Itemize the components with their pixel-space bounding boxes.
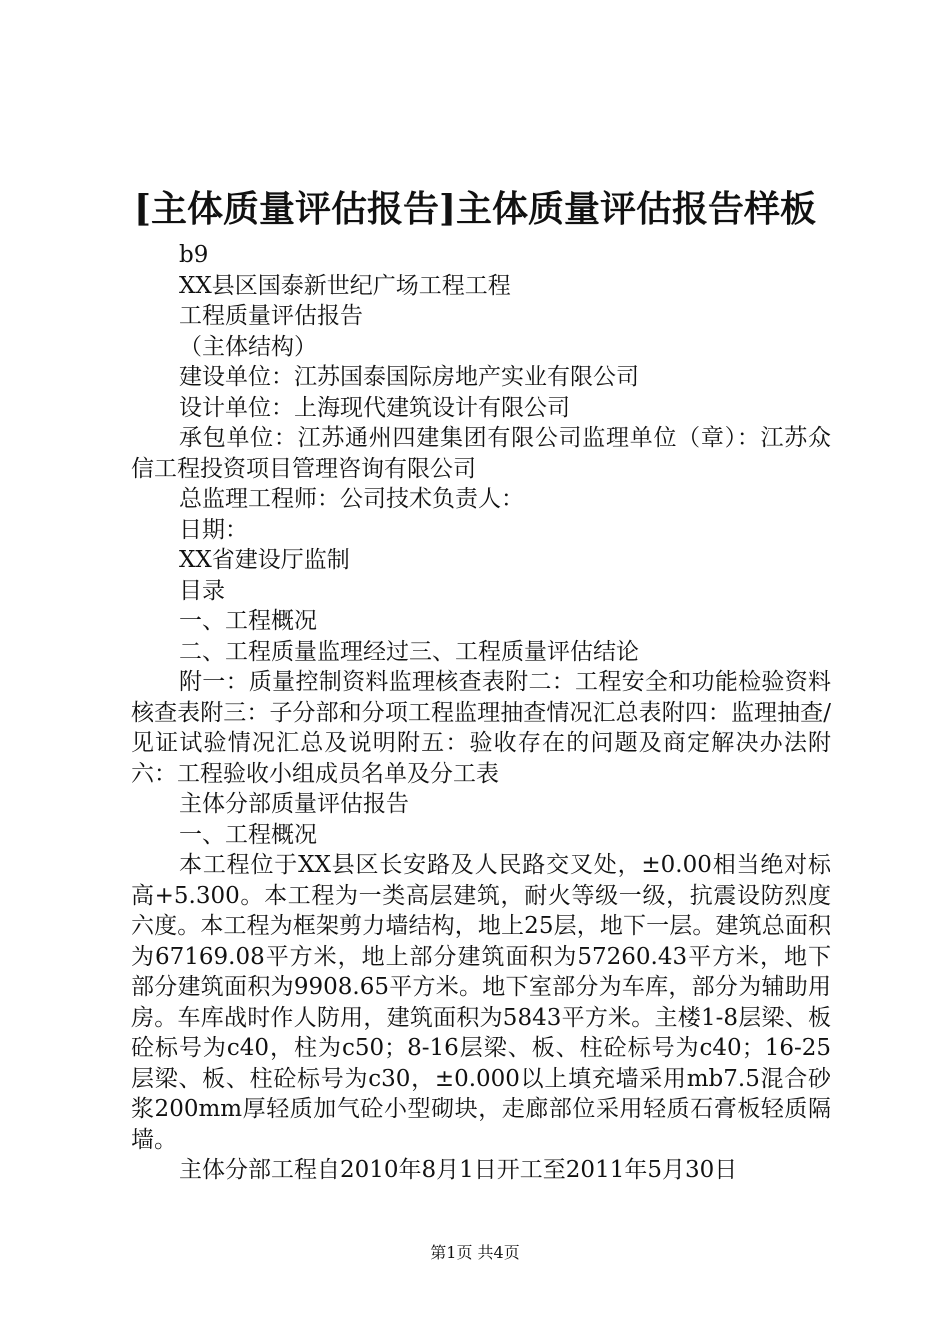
section-title: 主体分部质量评估报告 [179,791,409,817]
text-line-report-name: 工程质量评估报告 [179,303,363,329]
page-number-footer: 第1页 共4页 [430,1243,520,1262]
toc-heading: 目录 [179,577,225,604]
text-line-chief-engineer: 总监理工程师：公司技术负责人： [179,486,524,512]
section-heading-overview: 一、工程概况 [179,821,317,848]
text-line-project-name: XX县区国泰新世纪广场工程工程 [179,272,511,299]
text-line-supervised-by: XX省建设厅监制 [179,547,350,573]
document-title: [主体质量评估报告]主体质量评估报告样板 [133,188,817,230]
text-line-code: b9 [179,242,209,268]
toc-item-process-conclusion: 二、工程质量监理经过三、工程质量评估结论 [179,638,639,665]
paragraph-contractor: 承包单位：江苏通州四建集团有限公司监理单位（章）：江苏众信工程投资项目管理咨询有限公司 [131,425,831,482]
paragraph-overview: 本工程位于XX县区长安路及人民路交叉处，±0.00相当绝对标高+5.300。本工程为一类高层建筑，耐火等级一级，抗震设防烈度六度。本工程为框架剪力墙结构，地上25层，地下一层。建筑总面积为67169.08平方米，地上部分建筑面积为57260.43平方米，地下部分建筑面积为9908.65平方米。地下室部分为车库，部分为辅助用房。车库战时作人防用，建筑面积为5843平方米。主楼1-8层梁、板砼标号为c40，柱为c50；8-16层梁、板、柱砼标号为c40；16-25层梁、板、柱砼标号为c30，±0.000以上填充墙采用mb7.5混合砂浆200mm厚轻质加气砼小型砌块，走廊部位采用轻质石膏板轻质隔墙。 [131,852,831,1153]
paragraph-schedule: 主体分部工程自2010年8月1日开工至2011年5月30日 [179,1157,738,1183]
text-line-scope: （主体结构） [179,333,317,360]
text-line-designer: 设计单位：上海现代建筑设计有限公司 [179,394,570,421]
text-line-date: 日期： [179,516,248,543]
toc-item-overview: 一、工程概况 [179,608,317,634]
paragraph-appendices: 附一：质量控制资料监理核查表附二：工程安全和功能检验资料核查表附三：子分部和分项工程监理抽查情况汇总表附四：监理抽查/见证试验情况汇总及说明附五：验收存在的问题及商定解决办法附六：工程验收小组成员名单及分工表 [131,669,831,787]
text-line-owner: 建设单位：江苏国泰国际房地产实业有限公司 [179,364,639,390]
document-body [131,240,831,1186]
